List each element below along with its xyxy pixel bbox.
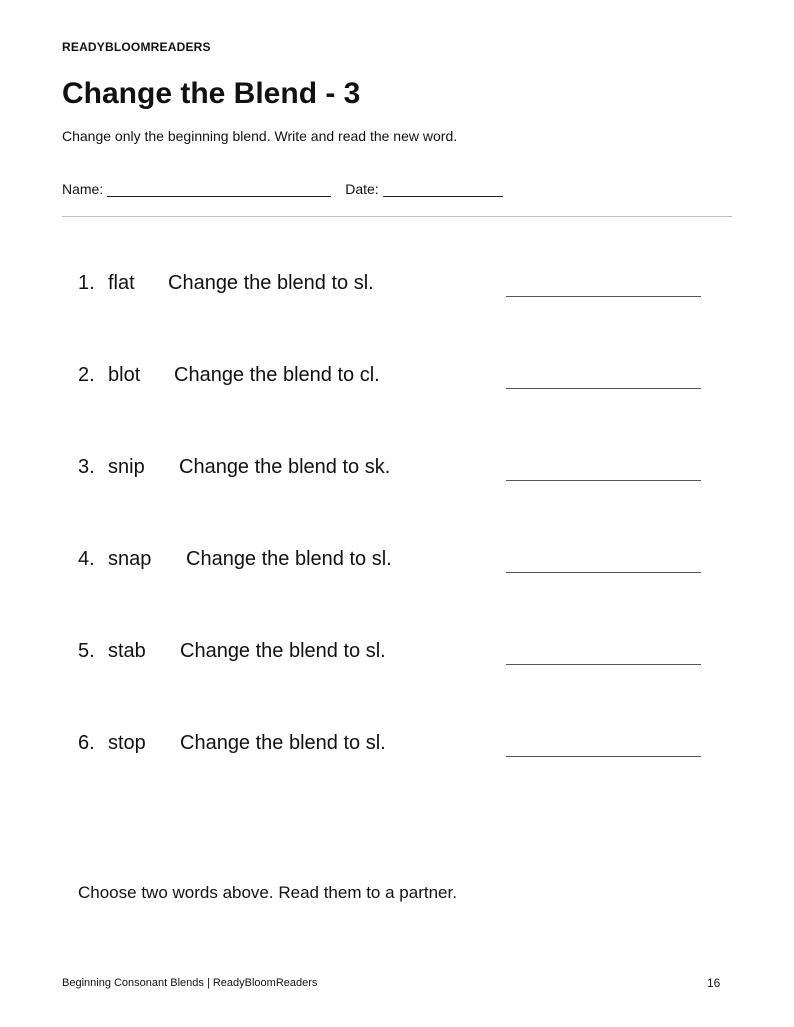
date-field[interactable] [383,182,503,197]
partner-task: Choose two words above. Read them to a partner. [78,883,457,902]
answer-line[interactable] [506,664,701,665]
item-word: stop [108,732,146,754]
item-prompt: Change the blend to sl. [180,640,386,662]
page-number: 16 [707,976,721,990]
item-word: snip [108,456,145,478]
item-number: 5. [78,640,95,662]
answer-line[interactable] [506,572,701,573]
exercise-item [78,640,718,680]
item-number: 2. [78,364,95,386]
name-date-row [62,181,503,197]
item-word: snap [108,548,152,570]
item-number: 6. [78,732,95,754]
date-label: Date: [345,181,379,197]
header-divider [62,216,732,217]
exercise-item [78,272,718,312]
footer-text: Beginning Consonant Blends | ReadyBloomReaders [62,977,318,989]
exercise-item [78,456,718,496]
item-prompt: Change the blend to sk. [179,456,391,478]
instructions-text: Change only the beginning blend. Write and read the new word. [62,128,458,144]
answer-line[interactable] [506,296,701,297]
answer-line[interactable] [506,756,701,757]
name-field[interactable] [107,182,331,197]
item-prompt: Change the blend to sl. [186,548,392,570]
answer-line[interactable] [506,480,701,481]
item-number: 1. [78,272,95,294]
answer-line[interactable] [506,388,701,389]
page-title: Change the Blend - 3 [62,77,361,110]
item-prompt: Change the blend to cl. [174,364,380,386]
item-prompt: Change the blend to sl. [168,272,374,294]
exercise-item [78,732,718,772]
exercise-item [78,364,718,404]
brand-label: READYBLOOMREADERS [62,40,211,54]
item-number: 3. [78,456,95,478]
name-label: Name: [62,181,104,197]
item-word: blot [108,364,141,386]
item-word: flat [108,272,135,294]
item-word: stab [108,640,146,662]
item-number: 4. [78,548,95,570]
item-prompt: Change the blend to sl. [180,732,386,754]
exercise-item [78,548,718,588]
